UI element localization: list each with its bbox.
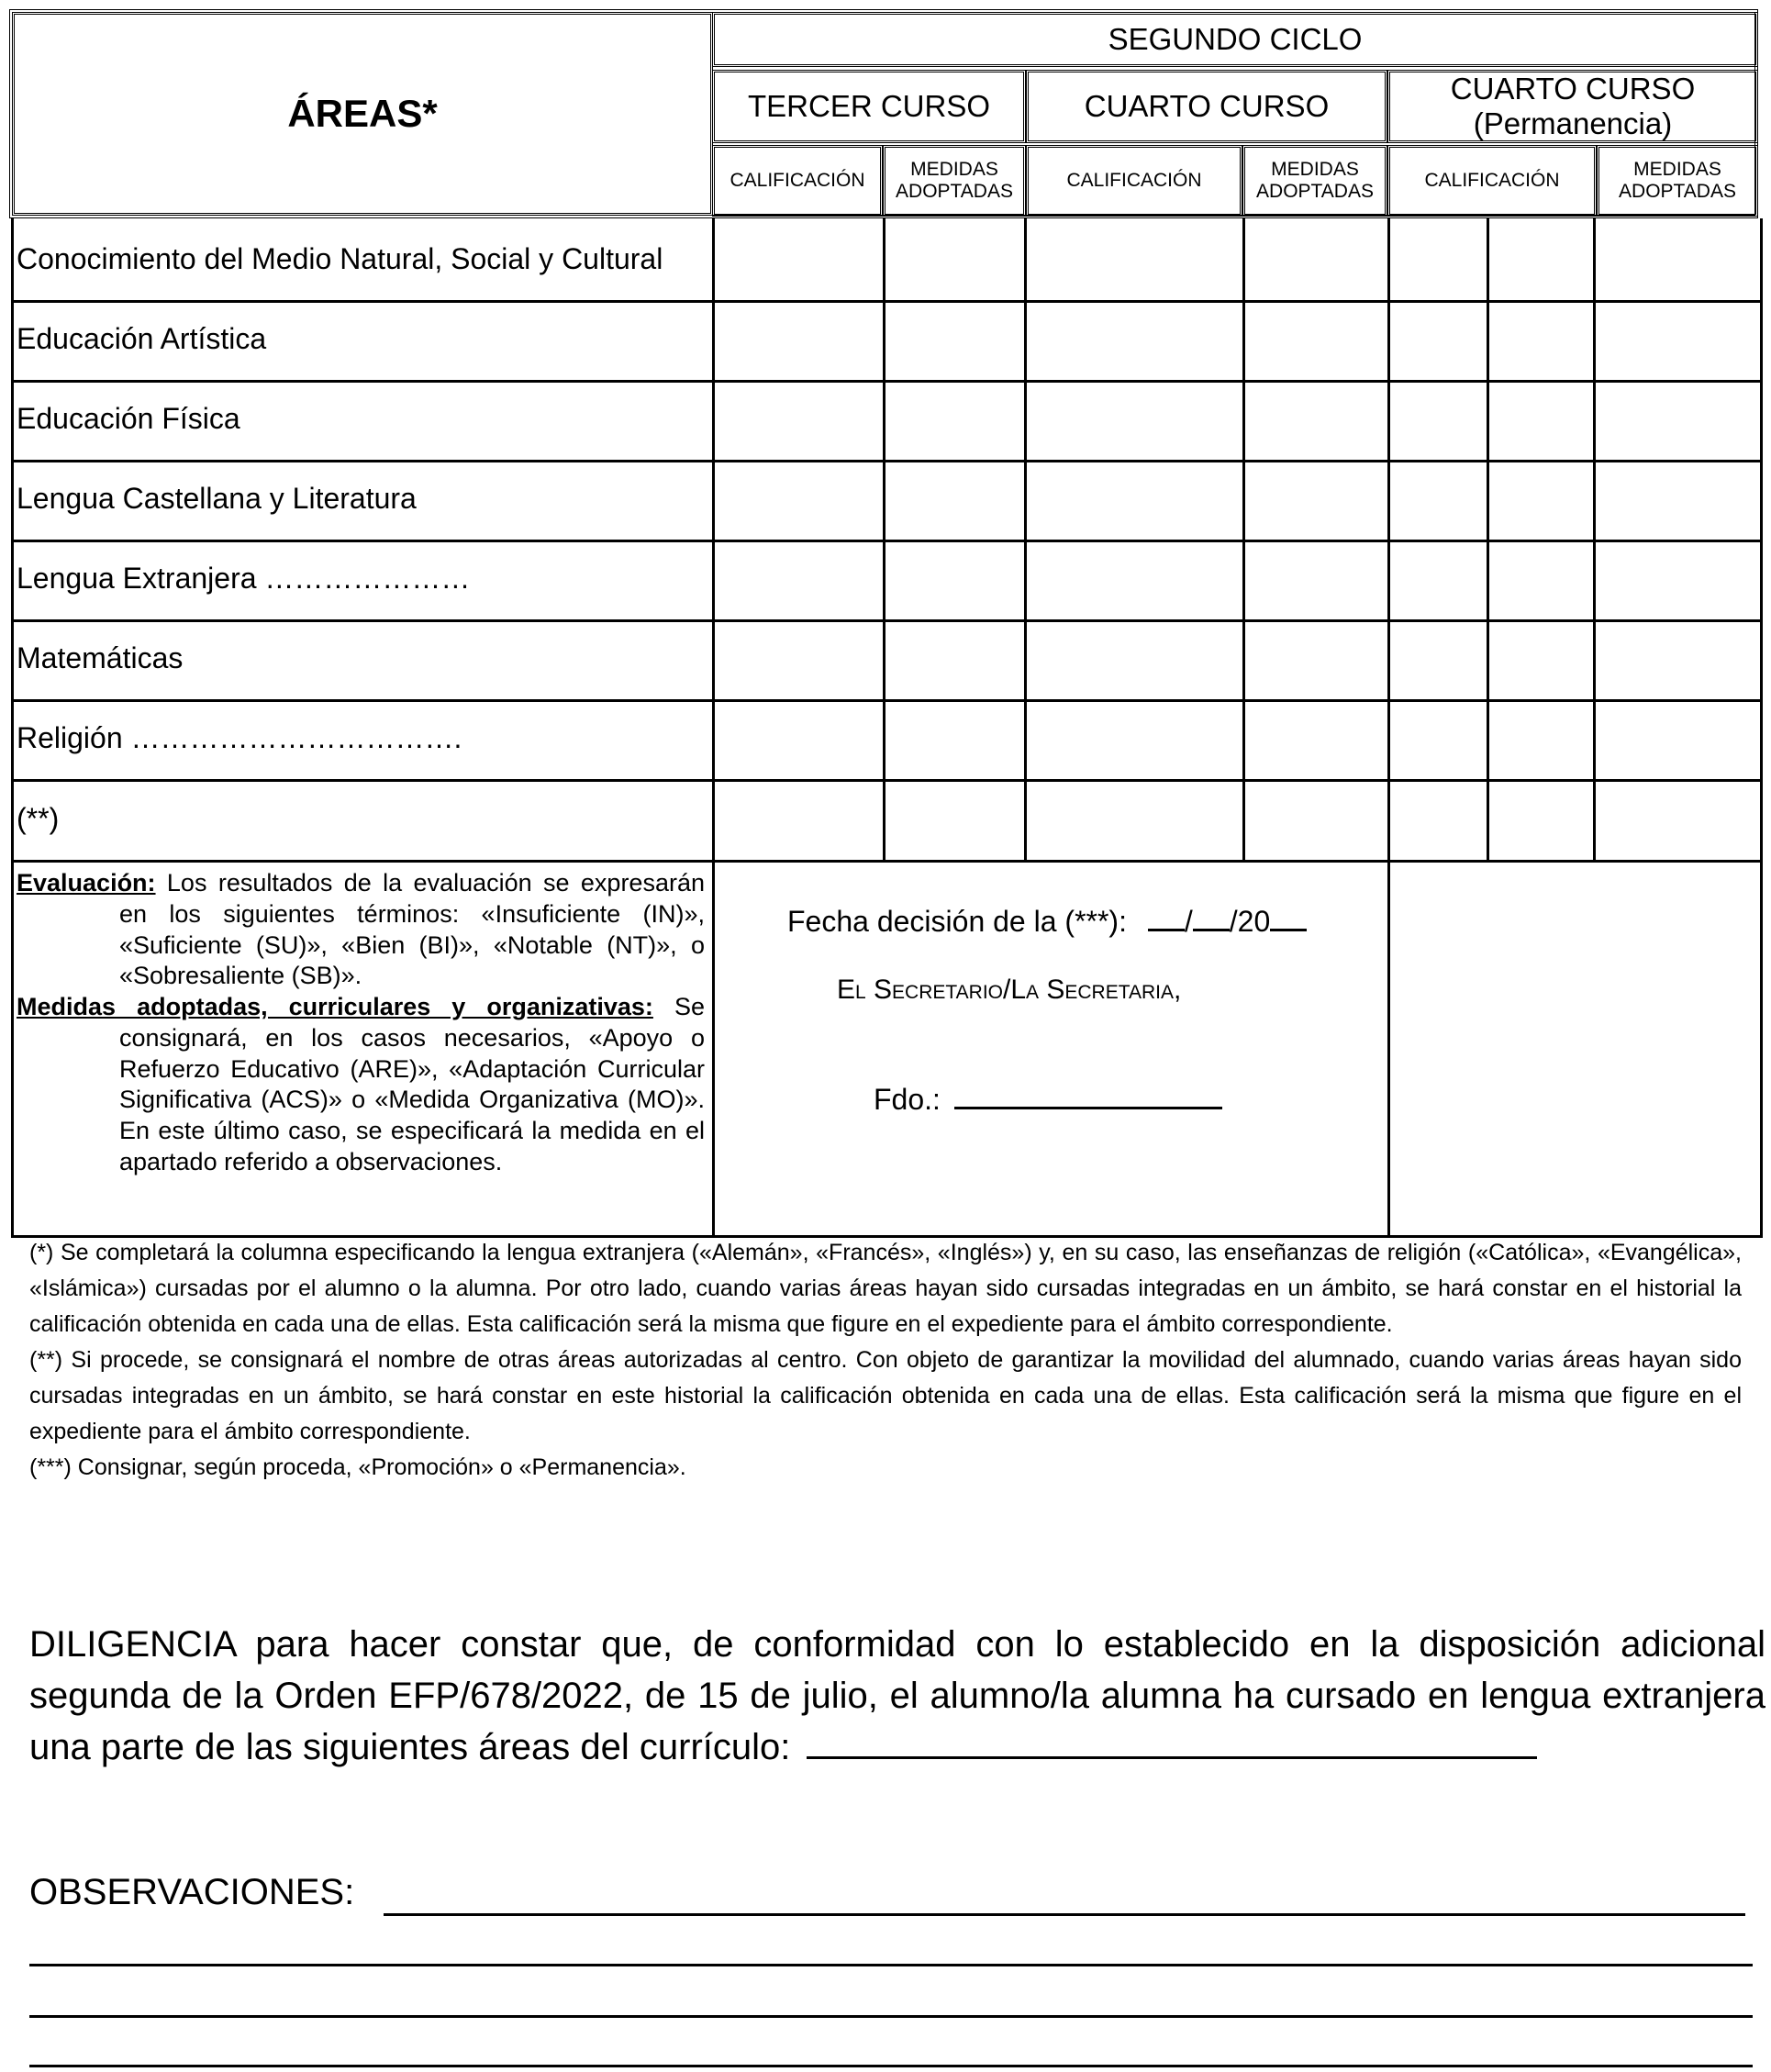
observaciones (29, 1872, 354, 1913)
year-blank[interactable] (1270, 903, 1307, 931)
course-header-tercero (712, 70, 1026, 143)
diligencia-areas-blank[interactable] (807, 1725, 1537, 1759)
area-row-label: Conocimiento del Medio Natural, Social y Cultural (17, 242, 663, 275)
date-separator: / (1184, 905, 1193, 938)
year-prefix: /20 (1229, 905, 1271, 938)
fdo-label: Fdo.: (874, 1083, 941, 1116)
legend-evaluacion-title: Evaluación: (17, 869, 156, 897)
calificacion-header (1026, 145, 1242, 217)
observaciones-line[interactable] (29, 2015, 1753, 2018)
course-title: CUARTO CURSO (1084, 89, 1330, 124)
medidas-line2: ADOPTADAS (1619, 181, 1736, 202)
medidas-line1: MEDIDAS (910, 158, 998, 180)
decision-date-label: Fecha decisión de la (***): (787, 905, 1127, 938)
legend-medidas (17, 992, 705, 1178)
diligencia-text: DILIGENCIA para hacer constar que, de conformidad con lo establecido en la disposición adicional segunda de la Orden EFP/678/2022, de 15 de julio, el alumno/la alumna ha cursado en lengua extranjera una parte de las siguientes áreas del currículo: (29, 1624, 1765, 1767)
day-blank[interactable] (1148, 903, 1185, 931)
secretary-role: El Secretario/La Secretaria, (837, 975, 1182, 1005)
medidas-header (1597, 145, 1758, 217)
observaciones-line[interactable] (29, 2065, 1753, 2067)
cycle-title: SEGUNDO CICLO (1108, 22, 1363, 56)
cycle-header-cell (712, 12, 1758, 67)
legend-evaluacion (17, 868, 705, 992)
area-row-label: Religión ……………………………. (17, 721, 462, 754)
signature-blank[interactable] (954, 1081, 1222, 1109)
medidas-label (896, 159, 1013, 203)
calificacion-label: CALIFICACIÓN (730, 169, 865, 191)
medidas-line2: ADOPTADAS (896, 181, 1013, 202)
areas-header-cell (12, 12, 713, 216)
calificacion-header (712, 145, 883, 217)
calificacion-header (1387, 145, 1597, 217)
course-title: TERCER CURSO (747, 89, 991, 124)
area-row-label: (**) (17, 802, 60, 835)
area-row-label: Educación Física (17, 402, 240, 435)
legend-medidas-title: Medidas adoptadas, curriculares y organizativas: (17, 993, 653, 1020)
medidas-label (1256, 159, 1374, 203)
course-title (1451, 72, 1695, 141)
medidas-label (1619, 159, 1736, 203)
course-header-cuarto-permanencia (1387, 70, 1758, 143)
course-header-cuarto (1026, 70, 1387, 143)
legend-evaluacion-text: Los resultados de la evaluación se expresarán en los siguientes términos: «Insuficiente (IN)», «Suficiente (SU)», «Bien (BI)», «Notable (NT)», o «Sobresaliente (SB)». (119, 869, 705, 990)
observaciones-line[interactable] (384, 1913, 1745, 1916)
observaciones-label: OBSERVACIONES: (29, 1872, 355, 1912)
area-row-label: Lengua Extranjera ………………… (17, 562, 471, 595)
medidas-line2: ADOPTADAS (1256, 181, 1374, 202)
diligencia-paragraph (29, 1619, 1765, 1773)
medidas-line1: MEDIDAS (1271, 158, 1359, 180)
area-row-label: Educación Artística (17, 322, 267, 355)
calificacion-label: CALIFICACIÓN (1066, 169, 1202, 191)
footnotes (29, 1235, 1742, 1486)
observaciones-line[interactable] (29, 1964, 1753, 1966)
decision-date (787, 903, 1307, 939)
footnote: (***) Consignar, según proceda, «Promoción» o «Permanencia». (29, 1454, 686, 1480)
signature-line (874, 1081, 1222, 1117)
course-title-line1: CUARTO CURSO (1450, 72, 1696, 106)
month-blank[interactable] (1193, 903, 1230, 931)
medidas-line1: MEDIDAS (1633, 158, 1721, 180)
area-row-label: Lengua Castellana y Literatura (17, 482, 417, 515)
legend-block (17, 868, 705, 1178)
footnote: (*) Se completará la columna especificando la lengua extranjera («Alemán», «Francés», «Inglés») y, en su caso, las enseñanzas de religión («Católica», «Evangélica», «Islámica») cursadas por el alumno o la alumna. Por otro lado, cuando varias áreas hayan sido cursadas integradas en un ámbito, se hará constar en el historial la calificación obtenida en cada una de ellas. Esta calificación será la misma que figure en el expediente para el ámbito correspondiente. (29, 1240, 1742, 1337)
medidas-header (1242, 145, 1387, 217)
footnote: (**) Si procede, se consignará el nombre de otras áreas autorizadas al centro. Con objeto de garantizar la movilidad del alumnado, cuando varias áreas hayan sido cursadas integradas en un ámbito, se hará constar en este historial la calificación obtenida en cada una de ellas. Esta calificación será la misma que figure en el expediente para el ámbito correspondiente. (29, 1347, 1742, 1444)
calificacion-label: CALIFICACIÓN (1424, 169, 1560, 191)
course-title-line2: (Permanencia) (1473, 106, 1673, 140)
areas-title: ÁREAS* (287, 92, 438, 135)
medidas-header (883, 145, 1026, 217)
legend-medidas-text: Se consignará, en los casos necesarios, «Apoyo o Refuerzo Educativo (ARE)», «Adaptación Curricular Significativa (ACS)» o «Medida Organizativa (MO)». En este último caso, se especificará la medida en el apartado referido a observaciones. (119, 993, 705, 1175)
area-row-label: Matemáticas (17, 641, 184, 674)
